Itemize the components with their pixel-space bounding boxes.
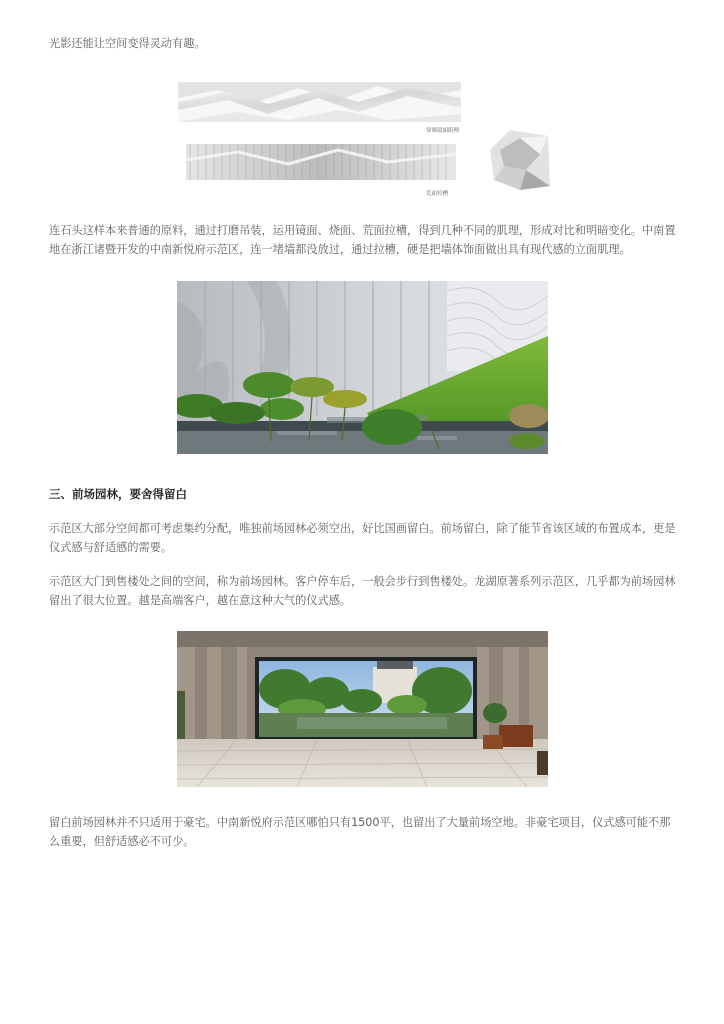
paragraph-3: 示范区大部分空间都可考虑集约分配，唯独前场园林必须空出，好比国画留白。前场留白，除了能节省该区域的布置成本，更是仪式感与舒适感的需要。 (49, 522, 676, 554)
figure-caption-b: 荒面拉槽 (426, 191, 449, 197)
section-heading-3: 三、前场园林，要舍得留白 (49, 487, 187, 501)
paragraph-1: 光影还能让空间变得灵动有趣。 (49, 37, 206, 50)
lobby-garden-photo (177, 631, 548, 787)
grooved-wall-photo (177, 281, 548, 454)
grooved-wall-graphic (177, 281, 548, 454)
paragraph-2: 连石头这样本来普通的原料，通过打磨吊装，运用镜面、烧面、荒面拉槽，得到几种不同的肌理，形成对比和明暗变化。中南置地在浙江诸暨开发的中南新悦府示范区，连一堵墙都没放过，通过拉槽，硬是把墙体饰面做出具有现代感的立面肌理。 (49, 224, 676, 256)
figure-caption-a: 穿墙镜面肌理 (426, 128, 460, 134)
lobby-garden-graphic (177, 631, 548, 787)
stone-texture-graphic (178, 80, 558, 198)
paragraph-4: 示范区大门到售楼处之间的空间，称为前场园林。客户停车后，一般会步行到售楼处。龙湖原著系列示范区，几乎都为前场园林留出了很大位置。越是高端客户，越在意这种大气的仪式感。 (49, 575, 676, 607)
paragraph-5: 留白前场园林并不只适用于豪宅。中南新悦府示范区哪怕只有1500平，也留出了大量前场空地。非豪宅项目，仪式感可能不那么重要，但舒适感必不可少。 (49, 816, 671, 848)
stone-texture-figure (178, 80, 558, 198)
